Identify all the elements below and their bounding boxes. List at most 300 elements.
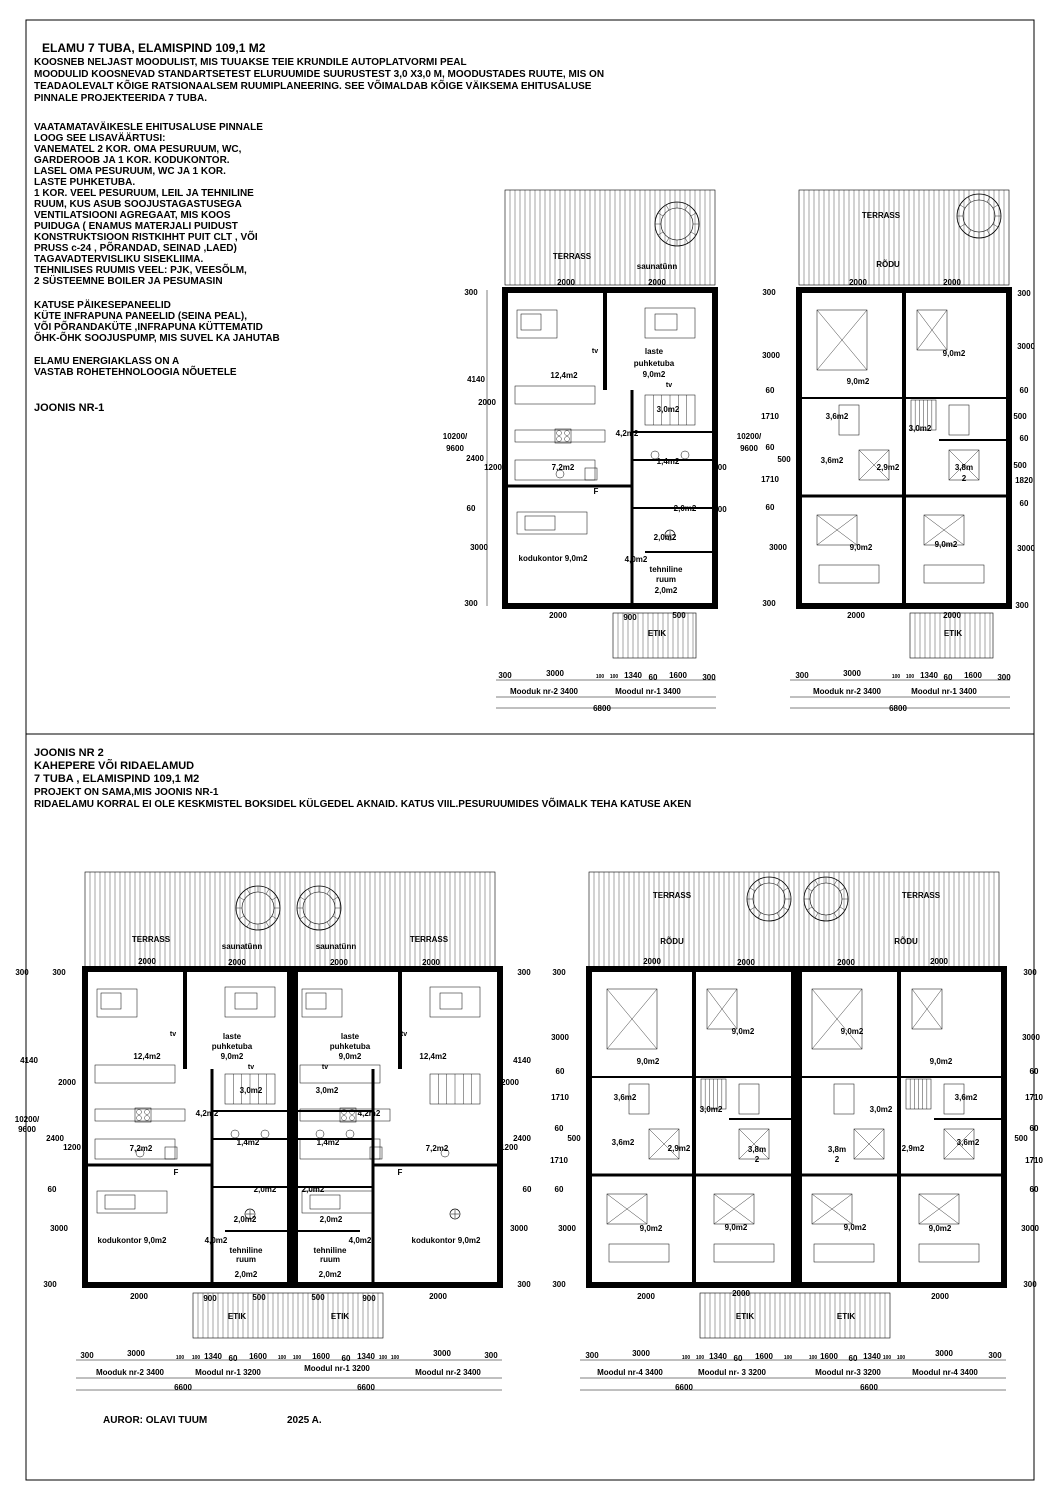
label-dims-d1710: 1710 — [550, 1156, 568, 1165]
burner — [137, 1110, 142, 1115]
burner — [342, 1116, 347, 1121]
label-dims-d6600: 6600 — [357, 1383, 375, 1392]
sheet2-note2: RIDAELAMU KORRAL EI OLE KESKMISTEL BOKSIDEL KÜLGEDEL AKNAID. KATUS VIIL.PESURUUMIDES VÕIMALK TEHA KATUSE AKEN — [34, 799, 692, 810]
label-dims-mod1: Moodul nr-1 3400 — [911, 687, 977, 696]
label-areas-a90: 9,0m2 — [731, 1027, 755, 1036]
label-areas-a29: 2,9m2 — [901, 1144, 925, 1153]
label-dims-d10200: 10200/ — [442, 432, 468, 441]
label-areas-a30: 3,0m2 — [315, 1086, 339, 1095]
kids-sofa — [430, 987, 480, 1017]
label-areas-a40: 4,0m2 — [204, 1236, 228, 1245]
label-areas-a90: 9,0m2 — [639, 1224, 663, 1233]
label-dims-d6600: 6600 — [174, 1383, 192, 1392]
label-areas-a20: 2,0m2 — [673, 504, 697, 513]
sheet2-note1: PROJEKT ON SAMA,MIS JOONIS NR-1 — [34, 787, 219, 798]
desk — [819, 565, 879, 583]
label-dims-d2000: 2000 — [943, 278, 961, 287]
coffee-table — [521, 314, 541, 330]
label-areas-a36: 3,6m2 — [825, 412, 849, 421]
label-dims-d1710: 1710 — [551, 1093, 569, 1102]
sauna-tub-rib — [807, 888, 812, 891]
label-dims-d60: 60 — [943, 673, 953, 682]
dining-table — [515, 386, 595, 404]
sauna-tub-rib — [327, 889, 330, 894]
label-dims-d100: 100 — [905, 674, 915, 680]
feature-9: PUIDUGA ( ENAMUS MATERJALI PUIDUST — [34, 221, 238, 232]
label-areas-a72: 7,2m2 — [425, 1144, 449, 1153]
label-labels-kodukontor: kodukontor 9,0m2 — [518, 554, 588, 563]
label-areas-a20b: 2,0m2 — [319, 1215, 343, 1224]
label-dims-d6600: 6600 — [860, 1383, 878, 1392]
upper-floor-plan — [799, 290, 1009, 606]
sauna-tub-rib — [239, 916, 244, 919]
label-dims-d500: 500 — [1013, 461, 1027, 470]
feature-5: LASTE PUHKETUBA. — [34, 177, 136, 188]
label-areas-a38b: 2 — [834, 1155, 840, 1164]
sheet1-label: JOONIS NR-1 — [34, 402, 105, 414]
label-dims-d2400: 2400 — [513, 1134, 531, 1143]
label-dims-d1200: 1200 — [500, 1143, 518, 1152]
label-dims-d1710: 1710 — [761, 412, 779, 421]
office-chair — [525, 516, 555, 530]
label-areas-a20: 2,0m2 — [318, 1270, 342, 1279]
sauna-tub-rib — [815, 880, 818, 885]
label-dims-d60: 60 — [522, 1185, 532, 1194]
burner — [145, 1110, 150, 1115]
coffee-table — [306, 993, 326, 1009]
label-labels-laste: laste — [222, 1032, 242, 1041]
label-dims-mod3b: Moodul nr-3 3200 — [815, 1368, 881, 1377]
kitchen-island — [300, 1139, 380, 1159]
label-labels-terrace_caps: TERRASS — [652, 891, 692, 900]
label-areas-a90: 9,0m2 — [840, 1027, 864, 1036]
label-labels-tv: tv — [247, 1064, 255, 1071]
label-dims-d300: 300 — [1023, 968, 1037, 977]
label-labels-tehniline: tehniline — [649, 565, 683, 574]
label-areas-a72: 7,2m2 — [129, 1144, 153, 1153]
label-labels-saunatynn: saunatünn — [221, 942, 263, 951]
feature-1: LOOG SEE LISAVÄÄRTUSI: — [34, 133, 166, 144]
label-labels-terrace_caps: TERRASS — [861, 211, 901, 220]
label-labels-puhketuba: puhketuba — [211, 1042, 253, 1051]
label-dims-d100: 100 — [882, 1355, 892, 1361]
label-dims-d100: 100 — [390, 1355, 400, 1361]
label-labels-rodu: RÕDU — [876, 260, 900, 269]
desk — [924, 565, 984, 583]
sheet2-title: KAHEPERE VÕI RIDAELAMUD — [34, 760, 195, 772]
label-areas-a38: 3,8m — [954, 463, 974, 472]
label-labels-etik: ETIK — [735, 1312, 755, 1321]
label-labels-terrass: TERRASS — [409, 935, 449, 944]
label-dims-d4140: 4140 — [20, 1056, 38, 1065]
label-dims-mod4b: Moodul nr-4 3400 — [912, 1368, 978, 1377]
label-dims-mod2: Mooduk nr-2 3400 — [95, 1368, 165, 1377]
label-areas-a14: 1,4m2 — [656, 457, 680, 466]
label-labels-tv: tv — [400, 1031, 408, 1038]
sauna-tub-rib — [272, 897, 277, 900]
label-areas-a90: 9,0m2 — [934, 540, 958, 549]
burner — [565, 431, 570, 436]
label-labels-puhketuba: puhketuba — [329, 1042, 371, 1051]
sauna-tub-rib — [658, 232, 663, 235]
label-labels-F: F — [173, 1168, 179, 1177]
label-dims-d1710: 1710 — [761, 475, 779, 484]
label-dims-d60: 60 — [1019, 434, 1029, 443]
label-dims-d9600: 9600 — [740, 444, 758, 453]
label-dims-d2000: 2000 — [501, 1078, 519, 1087]
label-dims-d3000: 3000 — [551, 1033, 569, 1042]
energy-class-0: ELAMU ENERGIAKLASS ON A — [34, 356, 180, 367]
label-dims-d300: 300 — [997, 673, 1011, 682]
label-dims-d100: 100 — [378, 1355, 388, 1361]
label-dims-d1820: 1820 — [1015, 476, 1033, 485]
label-areas-a38: 3,8m — [827, 1145, 847, 1154]
label-dims-d300: 300 — [1017, 289, 1031, 298]
label-labels-etik: ETIK — [943, 629, 963, 638]
sauna-tub-rib — [266, 922, 269, 927]
label-areas-a38: 3,8m — [747, 1145, 767, 1154]
feature-3: GARDEROOB JA 1 KOR. KODUKONTOR. — [34, 155, 230, 166]
label-labels-laste: laste — [644, 347, 664, 356]
label-dims-d9600: 9600 — [446, 444, 464, 453]
sauna-tub-rib — [993, 205, 998, 208]
label-areas-a14: 1,4m2 — [236, 1138, 260, 1147]
label-dims-d3000: 3000 — [510, 1224, 528, 1233]
label-dims-d1600: 1600 — [669, 671, 687, 680]
label-dims-d300: 300 — [484, 1351, 498, 1360]
label-dims-d60: 60 — [765, 443, 775, 452]
label-dims-d300: 300 — [464, 599, 478, 608]
feature-13: TEHNILISES RUUMIS VEEL: PJK, VEESÕLM, — [34, 265, 247, 276]
label-dims-mod3: Moodul nr- 3 3200 — [697, 1368, 767, 1377]
sauna-tub-outer — [236, 886, 280, 930]
label-labels-tehniline: tehniline — [313, 1246, 347, 1255]
label-areas-a42: 4,2m2 — [357, 1109, 381, 1118]
author: AUROR: OLAVI TUUM — [103, 1415, 208, 1426]
feature-8: VENTILATSIOONI AGREGAAT, MIS KOOS — [34, 210, 231, 221]
label-dims-d300: 300 — [517, 1280, 531, 1289]
feature-11: PRUSS c-24 , PÕRANDAD, SEINAD ,LAED) — [34, 243, 237, 254]
sauna-tub-rib — [758, 913, 761, 918]
label-dims-d2000: 2000 — [330, 958, 348, 967]
label-dims-d100: 100 — [609, 674, 619, 680]
label-dims-d500: 500 — [713, 505, 727, 514]
label-dims-d2400: 2400 — [466, 454, 484, 463]
label-dims-d300: 300 — [702, 673, 716, 682]
label-labels-tv: tv — [321, 1064, 329, 1071]
energy-class-1: VASTAB ROHETEHNOLOOGIA NÕUETELE — [34, 367, 237, 378]
label-dims-d100: 100 — [292, 1355, 302, 1361]
label-dims-d6800: 6800 — [889, 704, 907, 713]
label-dims-d1340: 1340 — [357, 1352, 375, 1361]
wardrobe — [739, 1084, 759, 1114]
energy-3: ÕHK-ÕHK SOOJUSPUMP, MIS SUVEL KA JAHUTAB — [34, 333, 280, 344]
label-dims-d300: 300 — [1023, 1280, 1037, 1289]
label-areas-a30: 3,0m2 — [656, 405, 680, 414]
label-dims-mod2b: Moodul nr-2 3400 — [415, 1368, 481, 1377]
label-dims-d9600: 9600 — [18, 1125, 36, 1134]
label-labels-F: F — [397, 1168, 403, 1177]
label-dims-d300: 300 — [498, 671, 512, 680]
label-dims-d1340: 1340 — [709, 1352, 727, 1361]
label-dims-d3000: 3000 — [546, 669, 564, 678]
label-dims-d1340: 1340 — [624, 671, 642, 680]
label-dims-d300: 300 — [988, 1351, 1002, 1360]
energy-0: KATUSE PÄIKESEPANEELID — [34, 300, 171, 311]
sauna-tub-rib — [691, 232, 696, 235]
label-dims-d2000: 2000 — [643, 957, 661, 966]
year: 2025 A. — [287, 1415, 322, 1426]
label-dims-d4140: 4140 — [467, 375, 485, 384]
sauna-tub-rib — [968, 230, 971, 235]
wardrobe — [949, 405, 969, 435]
label-dims-d100: 100 — [595, 674, 605, 680]
shower-drain — [681, 451, 689, 459]
wardrobe — [834, 1084, 854, 1114]
kids-sofa — [645, 308, 695, 338]
label-dims-d4140: 4140 — [513, 1056, 531, 1065]
sheet2-label: JOONIS NR 2 — [34, 747, 104, 759]
kids-sofa — [225, 987, 275, 1017]
label-labels-tv: tv — [591, 348, 599, 355]
label-dims-d60: 60 — [1029, 1067, 1039, 1076]
label-areas-a20b: 2,0m2 — [653, 533, 677, 542]
label-dims-d3000: 3000 — [632, 1349, 650, 1358]
sauna-tub-outer — [804, 877, 848, 921]
label-areas-a36: 3,6m2 — [613, 1093, 637, 1102]
label-dims-d500: 500 — [672, 611, 686, 620]
label-dims-d2000: 2000 — [549, 611, 567, 620]
label-dims-d1600: 1600 — [249, 1352, 267, 1361]
label-areas-a38b: 2 — [961, 474, 967, 483]
label-dims-d100: 100 — [175, 1355, 185, 1361]
sauna-tub-rib — [266, 889, 269, 894]
sauna-tub-inner — [303, 892, 335, 924]
sauna-tub-outer — [655, 202, 699, 246]
desk — [814, 1244, 874, 1262]
burner — [557, 431, 562, 436]
sauna-tub-rib — [968, 197, 971, 202]
label-labels-rodu: RÕDU — [660, 937, 684, 946]
label-dims-d2000: 2000 — [847, 611, 865, 620]
label-dims-d100: 100 — [191, 1355, 201, 1361]
feature-2: VANEMATEL 2 KOR. OMA PESURUUM, WC, — [34, 144, 242, 155]
label-areas-a36: 3,6m2 — [954, 1093, 978, 1102]
label-dims-d2000: 2000 — [931, 1292, 949, 1301]
feature-0: VAATAMATAVÄIKESLE EHITUSALUSE PINNALE — [34, 122, 263, 133]
desk — [609, 1244, 669, 1262]
sauna-tub-inner — [810, 883, 842, 915]
label-dims-d3000: 3000 — [1017, 544, 1035, 553]
label-areas-a72: 7,2m2 — [551, 463, 575, 472]
feature-12: TAGAVADTERVISLIKU SISEKLIIMA. — [34, 254, 204, 265]
burner — [350, 1116, 355, 1121]
label-areas-a90: 9,0m2 — [338, 1052, 362, 1061]
sauna-tub-rib — [777, 880, 780, 885]
kids-table — [235, 993, 257, 1009]
sauna-tub-rib — [783, 888, 788, 891]
label-dims-d500: 500 — [1014, 1134, 1028, 1143]
label-dims-d3000: 3000 — [762, 351, 780, 360]
label-areas-a90: 9,0m2 — [929, 1057, 953, 1066]
label-dims-d300: 300 — [762, 599, 776, 608]
wc — [346, 1130, 354, 1138]
feature-14: 2 SÜSTEEMNE BOILER JA PESUMASIN — [34, 276, 223, 287]
upper-floor-plan — [794, 969, 1004, 1285]
label-dims-d3000: 3000 — [470, 543, 488, 552]
label-dims-d300: 300 — [552, 968, 566, 977]
label-dims-d2000: 2000 — [429, 1292, 447, 1301]
label-dims-d3000: 3000 — [433, 1349, 451, 1358]
sauna-tub-rib — [239, 897, 244, 900]
kitchen-counter — [95, 1109, 185, 1121]
sauna-tub-inner — [661, 208, 693, 240]
label-dims-d1200: 1200 — [63, 1143, 81, 1152]
label-dims-d60: 60 — [1029, 1185, 1039, 1194]
label-dims-d1340: 1340 — [863, 1352, 881, 1361]
office-desk — [97, 1191, 167, 1213]
label-dims-d60: 60 — [765, 503, 775, 512]
dining-table — [95, 1065, 175, 1083]
label-labels-tv: tv — [665, 382, 673, 389]
energy-2: VÕI PÕRANDAKÜTE ,INFRAPUNA KÜTTEMATID — [34, 322, 263, 333]
shower-drain — [261, 1130, 269, 1138]
sauna-tub-rib — [272, 916, 277, 919]
sheet1-desc-2: TEADAOLEVALT KÕIGE RATSIONAALSEM RUUMIPLANEERING. SEE VÕIMALDAB KÕIGE VÄIKSEMA EHITUSALUSE — [34, 81, 592, 92]
label-dims-d6600: 6600 — [675, 1383, 693, 1392]
sauna-tub-rib — [247, 922, 250, 927]
label-areas-a30: 3,0m2 — [699, 1105, 723, 1114]
coffee-table — [101, 993, 121, 1009]
feature-6: 1 KOR. VEEL PESURUUM, LEIL JA TEHNILINE — [34, 188, 254, 199]
label-dims-d2400: 2400 — [46, 1134, 64, 1143]
sauna-tub-rib — [987, 197, 990, 202]
label-areas-a14: 1,4m2 — [316, 1138, 340, 1147]
label-areas-a124: 12,4m2 — [550, 371, 578, 380]
label-dims-d2000: 2000 — [930, 957, 948, 966]
sauna-tub-rib — [834, 913, 837, 918]
label-areas-a30: 3,0m2 — [869, 1105, 893, 1114]
label-dims-d60: 60 — [1029, 1124, 1039, 1133]
label-areas-a20: 2,0m2 — [234, 1270, 258, 1279]
dining-table — [300, 1065, 380, 1083]
label-areas-a38b: 2 — [754, 1155, 760, 1164]
label-dims-d1340: 1340 — [920, 671, 938, 680]
sauna-tub-rib — [308, 889, 311, 894]
label-dims-d3000: 3000 — [769, 543, 787, 552]
label-areas-a90: 9,0m2 — [642, 370, 666, 379]
sauna-tub-rib — [750, 907, 755, 910]
sheet2-subtitle: 7 TUBA , ELAMISPIND 109,1 M2 — [34, 773, 200, 785]
label-areas-a29: 2,9m2 — [876, 463, 900, 472]
label-dims-d1600: 1600 — [755, 1352, 773, 1361]
label-dims-d60: 60 — [228, 1354, 238, 1363]
label-areas-a36: 3,6m2 — [820, 456, 844, 465]
label-areas-a30: 3,0m2 — [908, 424, 932, 433]
label-dims-d1710: 1710 — [1025, 1156, 1043, 1165]
label-dims-d500: 500 — [252, 1293, 266, 1302]
shower-drain — [316, 1130, 324, 1138]
label-dims-d2000: 2000 — [849, 278, 867, 287]
label-dims-d100: 100 — [891, 674, 901, 680]
label-dims-d60: 60 — [848, 1354, 858, 1363]
label-areas-a36: 3,6m2 — [611, 1138, 635, 1147]
label-dims-d2000: 2000 — [943, 611, 961, 620]
sauna-tub-rib — [993, 224, 998, 227]
label-dims-d100: 100 — [277, 1355, 287, 1361]
label-areas-a90: 9,0m2 — [220, 1052, 244, 1061]
sauna-tub-rib — [333, 916, 338, 919]
label-dims-mod2: Mooduk nr-2 3400 — [509, 687, 579, 696]
label-dims-d2000: 2000 — [138, 957, 156, 966]
label-dims-d300: 300 — [52, 968, 66, 977]
label-dims-d2000: 2000 — [478, 398, 496, 407]
label-dims-d900: 900 — [362, 1294, 376, 1303]
label-dims-d3000: 3000 — [558, 1224, 576, 1233]
label-labels-tehniline: tehniline — [229, 1246, 263, 1255]
label-labels-kodukontor: kodukontor 9,0m2 — [97, 1236, 167, 1245]
label-dims-d60: 60 — [1019, 499, 1029, 508]
label-areas-a40: 4,0m2 — [624, 555, 648, 564]
burner — [137, 1116, 142, 1121]
sauna-tub-inner — [242, 892, 274, 924]
label-dims-d1600: 1600 — [820, 1352, 838, 1361]
sauna-tub-rib — [691, 213, 696, 216]
label-dims-d2000: 2000 — [732, 1289, 750, 1298]
label-dims-d3000: 3000 — [50, 1224, 68, 1233]
sauna-tub-rib — [815, 913, 818, 918]
label-labels-terrass: TERRASS — [131, 935, 171, 944]
label-dims-d300: 300 — [43, 1280, 57, 1289]
label-dims-d100: 100 — [681, 1355, 691, 1361]
sauna-tub-rib — [758, 880, 761, 885]
label-areas-a42: 4,2m2 — [615, 429, 639, 438]
label-areas-a42: 4,2m2 — [195, 1109, 219, 1118]
office-desk — [517, 512, 587, 534]
label-dims-d60: 60 — [1019, 386, 1029, 395]
office-desk — [302, 1191, 372, 1213]
sauna-tub-rib — [327, 922, 330, 927]
sauna-tub-rib — [685, 238, 688, 243]
sheet1-title: ELAMU 7 TUBA, ELAMISPIND 109,1 M2 — [42, 41, 266, 55]
label-dims-d2000: 2000 — [648, 278, 666, 287]
label-dims-d900: 900 — [623, 613, 637, 622]
label-dims-d1600: 1600 — [312, 1352, 330, 1361]
label-labels-terrass: TERRASS — [552, 252, 592, 261]
label-dims-d500: 500 — [567, 1134, 581, 1143]
label-dims-d900: 900 — [203, 1294, 217, 1303]
label-dims-d2000: 2000 — [557, 278, 575, 287]
label-areas-a20b: 2,0m2 — [233, 1215, 257, 1224]
label-areas-a124: 12,4m2 — [133, 1052, 161, 1061]
upper-floor-plan — [589, 969, 799, 1285]
sauna-tub-rib — [685, 205, 688, 210]
label-areas-a20: 2,0m2 — [301, 1185, 325, 1194]
label-areas-a29: 2,9m2 — [667, 1144, 691, 1153]
sauna-tub-rib — [666, 238, 669, 243]
label-dims-d3000: 3000 — [935, 1349, 953, 1358]
label-labels-saunatynn: saunatünn — [636, 262, 678, 271]
label-dims-d100: 100 — [783, 1355, 793, 1361]
label-dims-d60: 60 — [733, 1354, 743, 1363]
label-dims-d2000: 2000 — [422, 958, 440, 967]
label-areas-a90: 9,0m2 — [636, 1057, 660, 1066]
label-labels-ruum: ruum — [656, 575, 676, 584]
sauna-tub-rib — [300, 897, 305, 900]
sauna-tub-rib — [783, 907, 788, 910]
label-areas-a40: 4,0m2 — [348, 1236, 372, 1245]
sauna-tub-rib — [308, 922, 311, 927]
